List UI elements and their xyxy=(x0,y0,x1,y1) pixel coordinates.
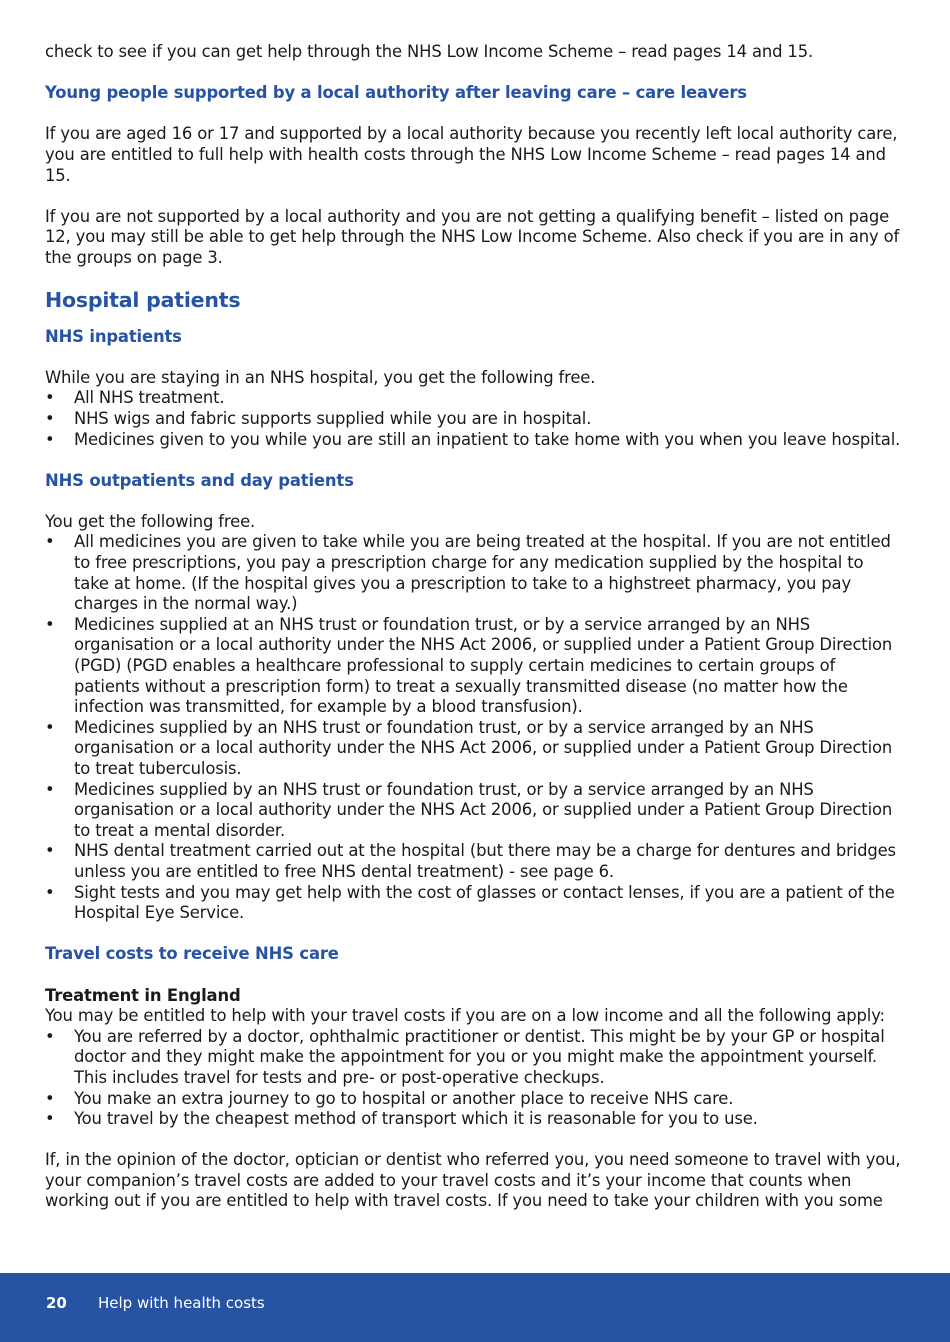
list-item xyxy=(45,430,903,451)
page-number: 20 xyxy=(46,1294,67,1312)
page-footer xyxy=(0,1273,950,1342)
list-item-text: Medicines supplied by an NHS trust or foundation trust, or by a service arranged by an NHS organisation or a local authority under the NHS Act 2006, or supplied under a Patient Group Direction to treat tuberculosis. xyxy=(74,717,893,778)
footer-title: Help with health costs xyxy=(98,1294,265,1312)
inpatients-intro: While you are staying in an NHS hospital, you get the following free. xyxy=(45,367,596,387)
list-item-text: Medicines supplied by an NHS trust or foundation trust, or by a service arranged by an NHS organisation or a local authority under the NHS Act 2006, or supplied under a Patient Group Direction to treat a mental disorder. xyxy=(74,779,893,840)
treatment-england-subheading: Treatment in England xyxy=(45,985,241,1005)
outpatients-intro: You get the following free. xyxy=(45,511,256,531)
list-item xyxy=(45,615,903,718)
list-item-text: All medicines you are given to take while you are being treated at the hospital. If you are not entitled to free prescriptions, you pay a prescription charge for any medication supplied by the hospital to take at home. (If the hospital gives you a prescription to take to a highstreet pharmacy, you pay charges in the normal way.) xyxy=(74,532,891,614)
bullet-icon: • xyxy=(45,841,55,861)
travel-closing-paragraph: If, in the opinion of the doctor, optician or dentist who referred you, you need someone to travel with you, your companion’s travel costs are added to your travel costs and it’s your income that counts when working out if you are entitled to help with travel costs. If you need to take your children with you some xyxy=(45,1150,901,1211)
intro-line: check to see if you can get help through the NHS Low Income Scheme – read pages 14 and 15. xyxy=(45,42,814,61)
list-item xyxy=(45,883,903,924)
hospital-section-title: Hospital patients xyxy=(45,287,241,312)
bullet-icon: • xyxy=(45,532,55,552)
list-item-text: NHS wigs and fabric supports supplied while you are in hospital. xyxy=(74,408,592,428)
inpatients-list xyxy=(45,388,903,450)
page-content xyxy=(45,42,903,1212)
list-item-text: You make an extra journey to go to hospital or another place to receive NHS care. xyxy=(74,1088,734,1108)
bullet-icon: • xyxy=(45,429,55,449)
care-leavers-heading: Young people supported by a local authority after leaving care – care leavers xyxy=(45,83,747,103)
outpatients-list xyxy=(45,532,903,923)
list-item-text: Medicines supplied at an NHS trust or foundation trust, or by a service arranged by an NHS organisation or a local authority under the NHS Act 2006, or supplied under a Patient Group Direction (PGD) (PGD enables a healthcare professional to supply certain medicines to certain groups of patients without a prescription form) to treat a sexually transmitted disease (no matter how the infection was transmitted, for example by a blood transfusion). xyxy=(74,614,893,717)
list-item xyxy=(45,1089,903,1110)
bullet-icon: • xyxy=(45,1109,55,1129)
list-item xyxy=(45,1027,903,1089)
outpatients-heading: NHS outpatients and day patients xyxy=(45,470,354,490)
bullet-icon: • xyxy=(45,408,55,428)
bullet-icon: • xyxy=(45,882,55,902)
list-item xyxy=(45,841,903,882)
inpatients-heading: NHS inpatients xyxy=(45,326,182,346)
bullet-icon: • xyxy=(45,1026,55,1046)
travel-intro: You may be entitled to help with your travel costs if you are on a low income and all the following apply: xyxy=(45,1006,885,1026)
list-item-text: Medicines given to you while you are still an inpatient to take home with you when you leave hospital. xyxy=(74,429,901,449)
list-item xyxy=(45,388,903,409)
hospital-section-title-wrap xyxy=(45,287,903,313)
care-leavers-paragraph-2: If you are not supported by a local authority and you are not getting a qualifying benefit – listed on page 12, you may still be able to get help through the NHS Low Income Scheme. Also check if you are in any of the groups on page 3. xyxy=(45,206,900,267)
list-item-text: You travel by the cheapest method of transport which it is reasonable for you to use. xyxy=(74,1109,758,1129)
bullet-icon: • xyxy=(45,1088,55,1108)
list-item-text: Sight tests and you may get help with the cost of glasses or contact lenses, if you are a patient of the Hospital Eye Service. xyxy=(74,882,895,923)
list-item-text: All NHS treatment. xyxy=(74,388,225,408)
list-item xyxy=(45,780,903,842)
bullet-icon: • xyxy=(45,388,55,408)
travel-costs-heading: Travel costs to receive NHS care xyxy=(45,944,339,964)
list-item-text: NHS dental treatment carried out at the hospital (but there may be a charge for dentures and bridges unless you are entitled to free NHS dental treatment) - see page 6. xyxy=(74,841,896,881)
list-item xyxy=(45,1109,903,1130)
list-item xyxy=(45,409,903,430)
list-item xyxy=(45,532,903,614)
list-item-text: You are referred by a doctor, ophthalmic practitioner or dentist. This might be by your GP or hospital doctor and they might make the appointment for you or you might make the appointment yourself. This includes travel for tests and pre- or post-operative checkups. xyxy=(74,1026,885,1087)
care-leavers-paragraph-1: If you are aged 16 or 17 and supported by a local authority because you recently left local authority care, you are entitled to full help with health costs through the NHS Low Income Scheme – read pages 14 and 15. xyxy=(45,124,898,185)
bullet-icon: • xyxy=(45,779,55,799)
list-item xyxy=(45,718,903,780)
bullet-icon: • xyxy=(45,614,55,634)
bullet-icon: • xyxy=(45,717,55,737)
travel-list xyxy=(45,1027,903,1130)
